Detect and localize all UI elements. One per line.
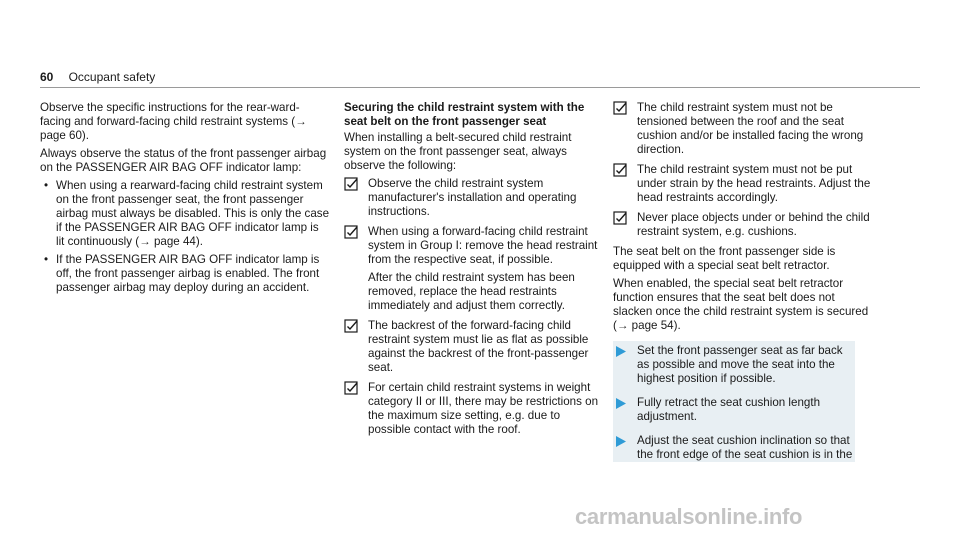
airbag-status-paragraph: Always observe the status of the front passenger airbag on the PASSENGER AIR BAG OFF indicator lamp: [40, 147, 327, 174]
checklist-item [344, 225, 600, 313]
bullet-text: If the PASSENGER AIR BAG OFF indicator lamp is off, the front passenger airbag is enabled. The front passenger airbag may deploy during an accident. [56, 253, 320, 294]
section-title: Occupant safety [68, 70, 156, 84]
checkbox-icon [344, 177, 358, 191]
checklist-item [344, 381, 600, 437]
action-text: Adjust the seat cushion inclination so that the front edge of the seat cushion is in the [637, 434, 853, 461]
page-number: 60 [40, 70, 54, 84]
bullet-item [40, 253, 330, 295]
checklist-item [613, 163, 875, 205]
action-step [613, 396, 855, 424]
install-intro: When installing a belt-secured child restraint system on the front passenger seat, always observe the following: [344, 131, 572, 172]
action-steps [613, 341, 855, 462]
action-text: Fully retract the seat cushion length adjustment. [637, 396, 821, 423]
header-rule [40, 87, 920, 88]
column-right [613, 101, 875, 466]
checkbox-icon [613, 163, 627, 177]
checklist-text: The backrest of the forward-facing child restraint system must lie as flat as possible against the backrest of the front-passenger seat. [368, 319, 589, 374]
checklist-item [613, 211, 875, 239]
checklist-text: When using a forward-facing child restraint system in Group I: remove the head restraint from the respective seat, if possible. [368, 225, 598, 266]
column-left [40, 101, 330, 299]
checklist-text: The child restraint system must not be tensioned between the roof and the seat cushion and/or be installed facing the wrong direction. [637, 101, 864, 156]
intro-paragraph: Observe the specific instructions for the rear-ward-facing and forward-facing child restraint systems (→ page 60). [40, 101, 307, 142]
checklist-item [344, 319, 600, 375]
checklist-text: The child restraint system must not be put under strain by the head restraints. Adjust the head restraints accordingly. [637, 163, 871, 204]
action-arrow-icon [616, 436, 626, 447]
checkbox-icon [613, 101, 627, 115]
checklist-item [344, 177, 600, 219]
action-arrow-icon [616, 398, 626, 409]
watermark: carmanualsonline.info [575, 504, 803, 529]
retractor-function-paragraph: When enabled, the special seat belt retractor function ensures that the seat belt does not slacken once the child restraint system is secured (→ page 54). [613, 277, 869, 332]
checkbox-icon [344, 225, 358, 239]
page-header [40, 70, 920, 85]
bullet-item [40, 179, 330, 249]
action-step [613, 434, 855, 462]
section-heading: Securing the child restraint system with the seat belt on the front passenger seat [344, 101, 585, 128]
checkbox-icon [344, 319, 358, 333]
action-arrow-icon [616, 346, 626, 357]
checklist-item [613, 101, 875, 157]
column-middle [344, 101, 600, 443]
bullet-text: When using a rearward-facing child restraint system on the front passenger seat, the front passenger airbag must always be disabled. This is only the case if the PASSENGER AIR BAG OFF indicator lamp is lit continuously (→ page 44). [56, 179, 330, 248]
action-step [613, 344, 855, 386]
checklist-text: For certain child restraint systems in weight category II or III, there may be restrictions on the maximum size setting, e.g. due to possible contact with the roof. [368, 381, 599, 436]
bullet-dot-icon: • [44, 179, 49, 192]
bullet-dot-icon: • [44, 253, 49, 266]
checklist-subtext: After the child restraint system has been removed, replace the head restraints immediately and adjust them correctly. [368, 271, 575, 312]
checkbox-icon [613, 211, 627, 225]
checklist-text: Never place objects under or behind the child restraint system, e.g. cushions. [637, 211, 870, 238]
action-text: Set the front passenger seat as far back as possible and move the seat into the highest position if possible. [637, 344, 843, 385]
checklist-text: Observe the child restraint system manufacturer's installation and operating instructions. [368, 177, 577, 218]
retractor-paragraph: The seat belt on the front passenger side is equipped with a special seat belt retractor. [613, 245, 836, 272]
checkbox-icon [344, 381, 358, 395]
